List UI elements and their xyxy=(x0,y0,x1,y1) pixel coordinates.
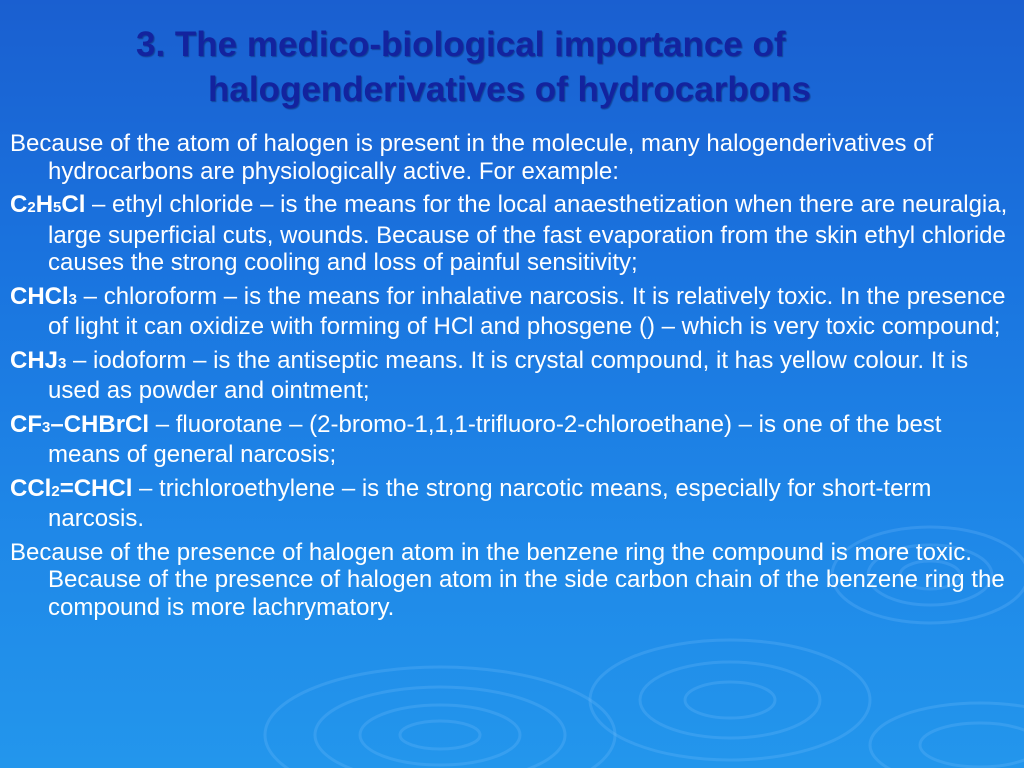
formula-iodoform xyxy=(10,347,66,374)
formula-chloroform xyxy=(10,283,77,310)
formula-trichloroethylene xyxy=(10,475,132,502)
item-iodoform xyxy=(10,347,1010,405)
item-trichloroethylene xyxy=(10,475,1010,533)
slide-title xyxy=(136,22,996,112)
item-description: – trichloroethylene – is the strong narcotic means, especially for short-term narcosis. xyxy=(48,474,932,532)
item-description: – ethyl chloride – is the means for the local anaesthetization when there are neuralgia, large superficial cuts, wounds. Because of the fast evaporation from the skin ethyl chloride causes the strong cooling and loss of painful sensitivity; xyxy=(48,191,1008,276)
formula-subscript: 5 xyxy=(53,199,62,216)
formula-subscript: 3 xyxy=(58,354,67,372)
formula-subscript: 2 xyxy=(27,199,36,216)
formula-part: CHCl xyxy=(10,282,69,310)
item-fluorotane xyxy=(10,411,1010,469)
formula-ethyl-chloride xyxy=(10,191,85,218)
intro-paragraph: Because of the atom of halogen is present in the molecule, many halogenderivatives of hydrocarbons are physiologically active. For example: xyxy=(10,130,934,185)
item-chloroform xyxy=(10,283,1010,341)
item-ethyl-chloride xyxy=(10,191,1010,277)
item-description: – chloroform – is the means for inhalative narcosis. It is relatively toxic. In the presence of light it can oxidize with forming of HCl and phosgene () – which is very toxic compound; xyxy=(48,282,1006,340)
formula-part: CF xyxy=(10,410,42,438)
formula-part: –CHBrCl xyxy=(50,410,150,438)
formula-part: CCl xyxy=(10,474,52,502)
formula-subscript: 2 xyxy=(51,482,60,500)
title-line-2: halogenderivatives of hydrocarbons xyxy=(208,70,811,109)
item-description: – iodoform – is the antiseptic means. It is crystal compound, it has yellow colour. It is used as powder and ointment; xyxy=(48,346,969,404)
formula-part: C xyxy=(10,191,28,218)
item-description: – fluorotane – (2-bromo-1,1,1-trifluoro-2-chloroethane) – is one of the best means of general narcosis; xyxy=(48,410,942,468)
formula-part: H xyxy=(35,191,54,218)
title-line-1: 3. The medico-biological importance of xyxy=(136,25,786,64)
formula-part: Cl xyxy=(61,191,86,218)
slide-body xyxy=(10,130,1010,627)
formula-subscript: 3 xyxy=(42,418,51,436)
formula-part: CHJ xyxy=(10,346,59,374)
formula-fluorotane xyxy=(10,411,149,438)
formula-part: =CHCl xyxy=(59,474,133,502)
conclusion-paragraph: Because of the presence of halogen atom in the benzene ring the compound is more toxic. Because of the presence of halogen atom in the side carbon chain of the benzene ring the compound is more lachrymatory. xyxy=(10,538,1005,621)
formula-subscript: 3 xyxy=(68,290,78,308)
